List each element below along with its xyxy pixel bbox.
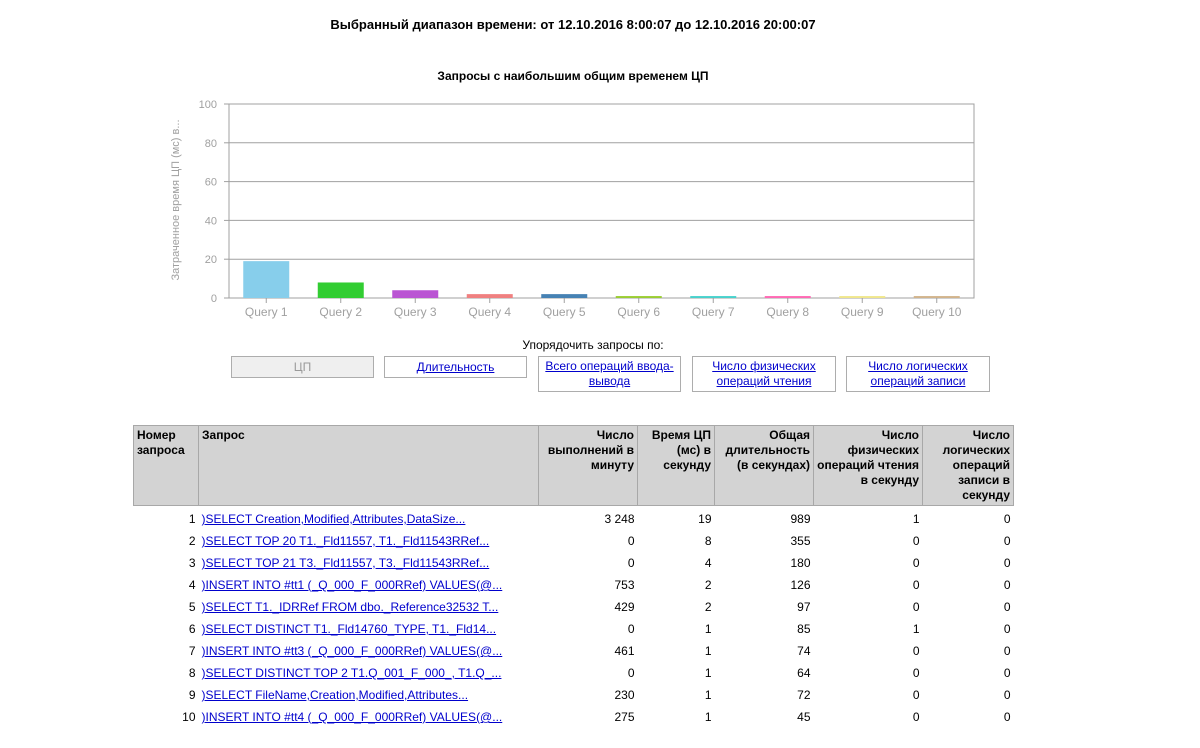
query-link[interactable]: )INSERT INTO #tt3 (_Q_000_F_000RRef) VALUES(@... xyxy=(201,644,503,658)
cell-total-duration: 989 xyxy=(790,512,811,526)
bar xyxy=(392,290,438,298)
y-tick-label: 80 xyxy=(204,137,217,150)
query-link[interactable]: )SELECT FileName,Creation,Modified,Attributes... xyxy=(201,688,469,702)
x-tick-label: Query 8 xyxy=(766,305,810,319)
cell-query-link xyxy=(199,618,539,640)
table-row xyxy=(134,530,1014,552)
col-header-executions-per-minute: Число выполнений в минуту xyxy=(539,426,638,506)
cell-total-duration: 64 xyxy=(797,666,811,680)
cell-total-duration: 126 xyxy=(790,578,811,592)
y-tick-label: 0 xyxy=(210,293,217,305)
cell-executions-per-minute: 429 xyxy=(614,600,635,614)
table-row xyxy=(134,662,1014,684)
cell-query-link xyxy=(199,552,539,574)
bar xyxy=(765,296,811,298)
cell-query-number: 3 xyxy=(188,556,196,570)
cell-cpu-per-second: 8 xyxy=(704,534,712,548)
cell-executions-per-minute: 461 xyxy=(614,644,635,658)
cell-executions-per-minute: 230 xyxy=(614,688,635,702)
cell-query-link xyxy=(199,596,539,618)
query-link[interactable]: )INSERT INTO #tt1 (_Q_000_F_000RRef) VALUES(@... xyxy=(201,578,503,592)
cell-total-duration: 45 xyxy=(797,710,811,724)
chart-title: Запросы с наибольшим общим временем ЦП xyxy=(437,69,709,83)
table-row xyxy=(134,618,1014,640)
cell-total-duration: 97 xyxy=(797,600,811,614)
col-header-total-duration: Общая длительность (в секундах) xyxy=(715,426,814,506)
table-row xyxy=(134,506,1014,531)
time-range-title: Выбранный диапазон времени: от 12.10.2016 8:00:07 до 12.10.2016 20:00:07 xyxy=(330,17,816,32)
sort-duration-button[interactable]: Длительность xyxy=(384,356,527,378)
cell-logical-writes: 0 xyxy=(1003,688,1011,702)
query-link[interactable]: )INSERT INTO #tt4 (_Q_000_F_000RRef) VALUES(@... xyxy=(201,710,503,724)
query-link[interactable]: )SELECT TOP 21 T3._Fld11557, T3._Fld11543RRef... xyxy=(201,556,490,570)
cell-query-number: 9 xyxy=(188,688,196,702)
bar xyxy=(243,261,289,298)
x-tick-label: Query 9 xyxy=(840,305,884,319)
cell-executions-per-minute: 3 248 xyxy=(604,512,635,526)
col-header-query-number: Номер запроса xyxy=(134,426,199,506)
cell-query-link xyxy=(199,530,539,552)
x-tick-label: Query 3 xyxy=(393,305,437,319)
bar xyxy=(616,296,662,298)
y-tick-label: 100 xyxy=(198,99,217,111)
table-row xyxy=(134,552,1014,574)
cell-query-link xyxy=(199,640,539,662)
col-header-cpu-per-second: Время ЦП (мс) в секунду xyxy=(638,426,715,506)
cpu-time-bar-chart xyxy=(0,0,1200,330)
x-tick-label: Query 10 xyxy=(912,305,962,319)
query-link[interactable]: )SELECT T1._IDRRef FROM dbo._Reference32532 T... xyxy=(201,600,499,614)
cell-physical-reads: 0 xyxy=(912,578,920,592)
cell-query-link xyxy=(199,506,539,531)
cell-total-duration: 72 xyxy=(797,688,811,702)
query-link[interactable]: )SELECT Creation,Modified,Attributes,DataSize... xyxy=(201,512,466,526)
cell-cpu-per-second: 1 xyxy=(704,710,712,724)
cell-physical-reads: 1 xyxy=(912,512,920,526)
cell-cpu-per-second: 1 xyxy=(704,688,712,702)
table-row xyxy=(134,640,1014,662)
table-row xyxy=(134,706,1014,728)
cell-query-number: 8 xyxy=(188,666,196,680)
bar xyxy=(467,294,513,298)
cell-executions-per-minute: 275 xyxy=(614,710,635,724)
cell-logical-writes: 0 xyxy=(1003,600,1011,614)
sort-logical-writes-button[interactable]: Число логических операций записи xyxy=(846,356,990,392)
y-tick-label: 60 xyxy=(204,176,217,189)
col-header-physical-reads: Число физических операций чтения в секунду xyxy=(814,426,923,506)
table-row xyxy=(134,684,1014,706)
sort-cpu-button[interactable]: ЦП xyxy=(231,356,374,378)
cell-logical-writes: 0 xyxy=(1003,644,1011,658)
cell-physical-reads: 0 xyxy=(912,644,920,658)
x-tick-label: Query 6 xyxy=(617,305,661,319)
cell-query-number: 6 xyxy=(188,622,196,636)
table-header-row xyxy=(134,426,1014,506)
cell-query-link xyxy=(199,662,539,684)
y-tick-label: 40 xyxy=(204,215,217,228)
cell-logical-writes: 0 xyxy=(1003,556,1011,570)
cell-query-number: 5 xyxy=(188,600,196,614)
cell-total-duration: 74 xyxy=(797,644,811,658)
y-tick-label: 20 xyxy=(204,254,217,267)
cell-total-duration: 180 xyxy=(790,556,811,570)
cell-cpu-per-second: 4 xyxy=(704,556,712,570)
cell-executions-per-minute: 0 xyxy=(627,622,635,636)
cell-physical-reads: 0 xyxy=(912,556,920,570)
cell-cpu-per-second: 19 xyxy=(698,512,712,526)
cell-total-duration: 85 xyxy=(797,622,811,636)
x-tick-label: Query 7 xyxy=(691,305,735,319)
bar xyxy=(318,282,364,298)
table-row xyxy=(134,574,1014,596)
cell-cpu-per-second: 1 xyxy=(704,622,712,636)
cell-executions-per-minute: 0 xyxy=(627,534,635,548)
cell-cpu-per-second: 1 xyxy=(704,644,712,658)
cell-query-number: 10 xyxy=(182,710,196,724)
cell-query-number: 2 xyxy=(188,534,196,548)
col-header-logical-writes: Число логических операций записи в секунду xyxy=(923,426,1014,506)
cell-total-duration: 355 xyxy=(790,534,811,548)
bar xyxy=(690,296,736,298)
query-link[interactable]: )SELECT TOP 20 T1._Fld11557, T1._Fld11543RRef... xyxy=(201,534,490,548)
bar xyxy=(839,296,885,298)
cell-query-link xyxy=(199,684,539,706)
cell-cpu-per-second: 1 xyxy=(704,666,712,680)
cell-logical-writes: 0 xyxy=(1003,666,1011,680)
bar xyxy=(541,294,587,298)
x-tick-label: Query 1 xyxy=(244,305,288,319)
cell-query-link xyxy=(199,706,539,728)
cell-query-number: 4 xyxy=(188,578,196,592)
cell-logical-writes: 0 xyxy=(1003,578,1011,592)
cell-logical-writes: 0 xyxy=(1003,534,1011,548)
cell-executions-per-minute: 753 xyxy=(614,578,635,592)
sort-total-io-button[interactable]: Всего операций ввода-вывода xyxy=(538,356,681,392)
cell-physical-reads: 0 xyxy=(912,688,920,702)
cell-query-link xyxy=(199,574,539,596)
table-row xyxy=(134,596,1014,618)
x-tick-label: Query 5 xyxy=(542,305,586,319)
chart-y-axis-label: Затраченное время ЦП (мс) в... xyxy=(170,119,182,281)
cell-physical-reads: 0 xyxy=(912,534,920,548)
sort-physical-reads-button[interactable]: Число физических операций чтения xyxy=(692,356,836,392)
cell-query-number: 1 xyxy=(188,512,196,526)
plot-area xyxy=(229,104,974,298)
sort-label: Упорядочить запросы по: xyxy=(522,338,664,352)
cell-cpu-per-second: 2 xyxy=(704,600,712,614)
x-tick-label: Query 2 xyxy=(319,305,363,319)
cell-physical-reads: 0 xyxy=(912,666,920,680)
query-link[interactable]: )SELECT DISTINCT TOP 2 T1.Q_001_F_000_, T1.Q_... xyxy=(201,666,502,680)
cell-physical-reads: 0 xyxy=(912,710,920,724)
cell-query-number: 7 xyxy=(188,644,196,658)
cell-logical-writes: 0 xyxy=(1003,710,1011,724)
cell-logical-writes: 0 xyxy=(1003,622,1011,636)
queries-table xyxy=(133,425,1014,728)
cell-physical-reads: 0 xyxy=(912,600,920,614)
cell-cpu-per-second: 2 xyxy=(704,578,712,592)
cell-physical-reads: 1 xyxy=(912,622,920,636)
query-link[interactable]: )SELECT DISTINCT T1._Fld14760_TYPE, T1._Fld14... xyxy=(201,622,497,636)
cell-logical-writes: 0 xyxy=(1003,512,1011,526)
bar xyxy=(914,296,960,298)
cell-executions-per-minute: 0 xyxy=(627,556,635,570)
cell-executions-per-minute: 0 xyxy=(627,666,635,680)
x-tick-label: Query 4 xyxy=(468,305,512,319)
col-header-query: Запрос xyxy=(199,426,539,506)
